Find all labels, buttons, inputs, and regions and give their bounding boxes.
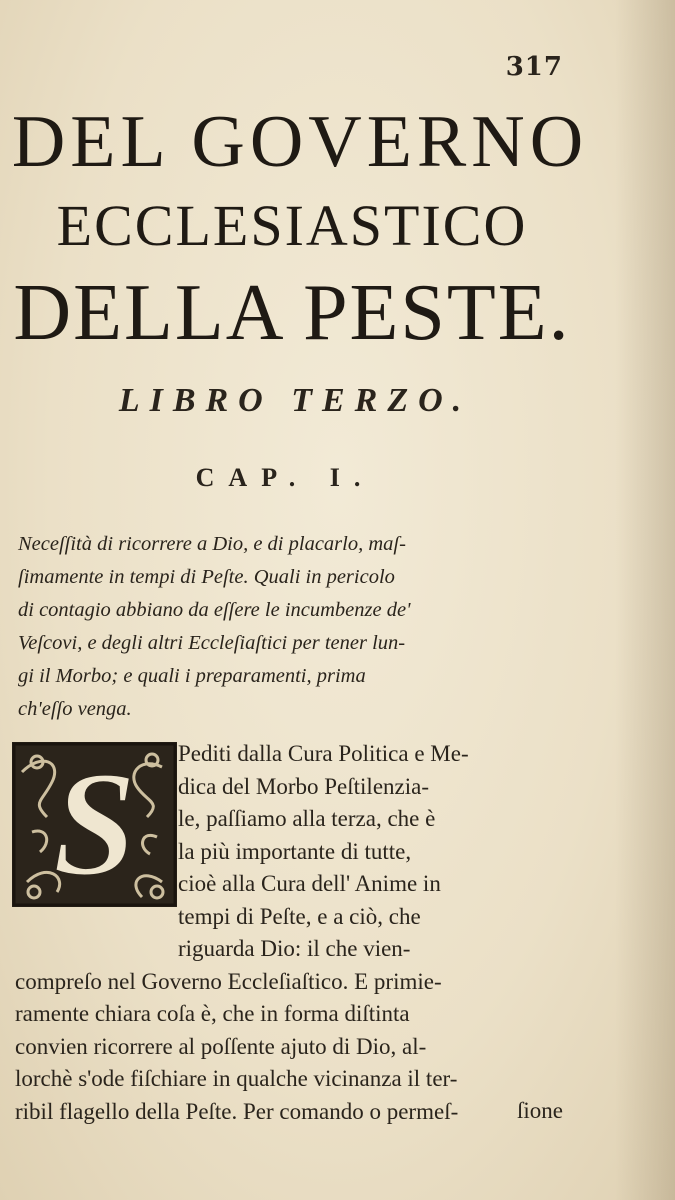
body-line: compreſo nel Governo Eccleſiaſtico. E primie-	[15, 968, 442, 994]
book-heading: LIBRO TERZO.	[118, 382, 472, 419]
body-line: tempi di Peſte, e a ciò, che	[178, 903, 421, 929]
body-text	[15, 738, 585, 1128]
title-line-2: ECCLESIASTICO	[56, 193, 528, 258]
summary-line: gi il Morbo; e quali i preparamenti, prima	[18, 665, 366, 687]
body-line: le, paſſiamo alla terza, che è	[178, 806, 436, 831]
body-line: lorchè s'ode fiſchiare in qualche vicinanza il ter-	[15, 1066, 458, 1091]
dropcap-letter: S	[52, 742, 137, 907]
body-line: riguarda Dio: il che vien-	[178, 936, 411, 961]
body-line: dica del Morbo Peſtilenzia-	[178, 773, 430, 799]
chapter-heading: CAP. I.	[195, 463, 375, 492]
body-line: Pediti dalla Cura Politica e Me-	[178, 741, 469, 766]
summary-line: ſimamente in tempi di Peſte. Quali in pericolo	[18, 566, 395, 588]
summary-line: di contagio abbiano da eſſere le incumbenze de'	[18, 599, 411, 621]
summary-line: Veſcovi, e degli altri Eccleſiaſtici per tener lun-	[18, 632, 406, 654]
body-line: convien ricorrere al poſſente ajuto di Dio, al-	[15, 1033, 427, 1059]
body-line: ribil flagello della Peſte. Per comando o permeſ-	[15, 1098, 459, 1124]
catchword: ſione	[517, 1098, 563, 1123]
page-number: 317	[505, 52, 563, 82]
body-line: ramente chiara coſa è, che in forma diſtinta	[15, 1001, 410, 1026]
chapter-summary	[18, 528, 588, 726]
body-line: la più importante di tutte,	[178, 838, 412, 864]
title-line-3: DELLA PESTE.	[13, 269, 571, 357]
summary-line: Neceſſità di ricorrere a Dio, e di placarlo, maſ-	[18, 533, 406, 555]
title-line-1: DEL GOVERNO	[11, 101, 589, 183]
summary-line: ch'eſſo venga.	[18, 698, 132, 720]
body-line: cioè alla Cura dell' Anime in	[178, 871, 441, 896]
